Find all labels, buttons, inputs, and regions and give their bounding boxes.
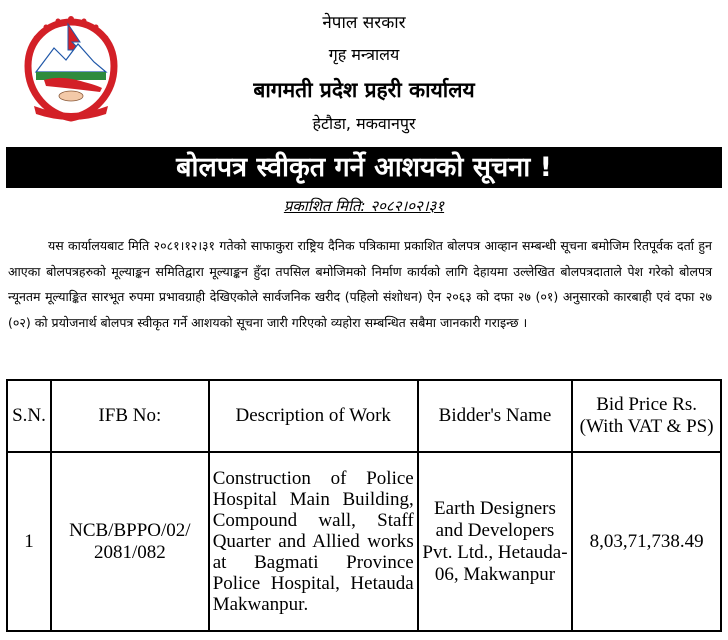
notice-title: बोलपत्र स्वीकृत गर्ने आशयको सूचना ! — [6, 147, 722, 188]
header-sn: S.N. — [7, 380, 51, 452]
cell-sn: 1 — [7, 452, 51, 631]
published-date: प्रकाशित मिति: २०८२।०२।३१ — [283, 197, 445, 215]
cell-bidder: Earth Designers and Developers Pvt. Ltd., Hetauda-06, Makwanpur — [418, 452, 572, 631]
header-description: Description of Work — [209, 380, 418, 452]
notice-body: यस कार्यालयबाट मिति २०८१।१२।३१ गतेको साफाकुरा राष्ट्रिय दैनिक पत्रिकामा प्रकाशित बोलपत्र आव्हान सम्बन्धी सूचना बमोजिम रितपूर्वक दर्ता हुन आएका बोलपत्रहरुको मूल्याङ्कन समितिद्वारा मूल्याङ्कन हुँदा तपसिल बमोजिमको निर्माण कार्यको लागि देहायमा उल्लेखित बोलपत्रदाताले पेश गरेको बोलपत्र न्यूनतम मूल्याङ्कित सारभूत रुपमा प्रभावग्राही देखिएकोले सार्वजनिक खरीद (पहिलो संशोधन) ऐन २०६३ को दफा २७ (०१) अनुसारको कारबाही एवं दफा २७ (०२) को प्रयोजनार्थ बोलपत्र स्वीकृत गर्ने आशयको सूचना जारी गरिएको व्यहोरा सम्बन्धित सबैमा जानकारी गराइन्छ । — [8, 238, 712, 330]
ministry-name: गृह मन्त्रालय — [328, 45, 400, 64]
table-header-row — [7, 380, 721, 452]
table-row — [7, 452, 721, 631]
header-ifb: IFB No: — [51, 380, 209, 452]
cell-description: Construction of Police Hospital Main Building, Compound wall, Staff Quarter and Allied works at Bagmati Province Police Hospital, Hetauda Makwanpur. — [209, 452, 418, 631]
header-bidder: Bidder's Name — [418, 380, 572, 452]
government-name: नेपाल सरकार — [322, 13, 406, 33]
bid-table — [6, 379, 722, 632]
office-address: हेटौडा, मकवानपुर — [312, 114, 416, 133]
cell-ifb: NCB/BPPO/02/ 2081/082 — [51, 452, 209, 631]
header-price: Bid Price Rs. (With VAT & PS) — [572, 380, 721, 452]
office-name: बागमती प्रदेश प्रहरी कार्यालय — [253, 78, 475, 102]
cell-price: 8,03,71,738.49 — [572, 452, 721, 631]
